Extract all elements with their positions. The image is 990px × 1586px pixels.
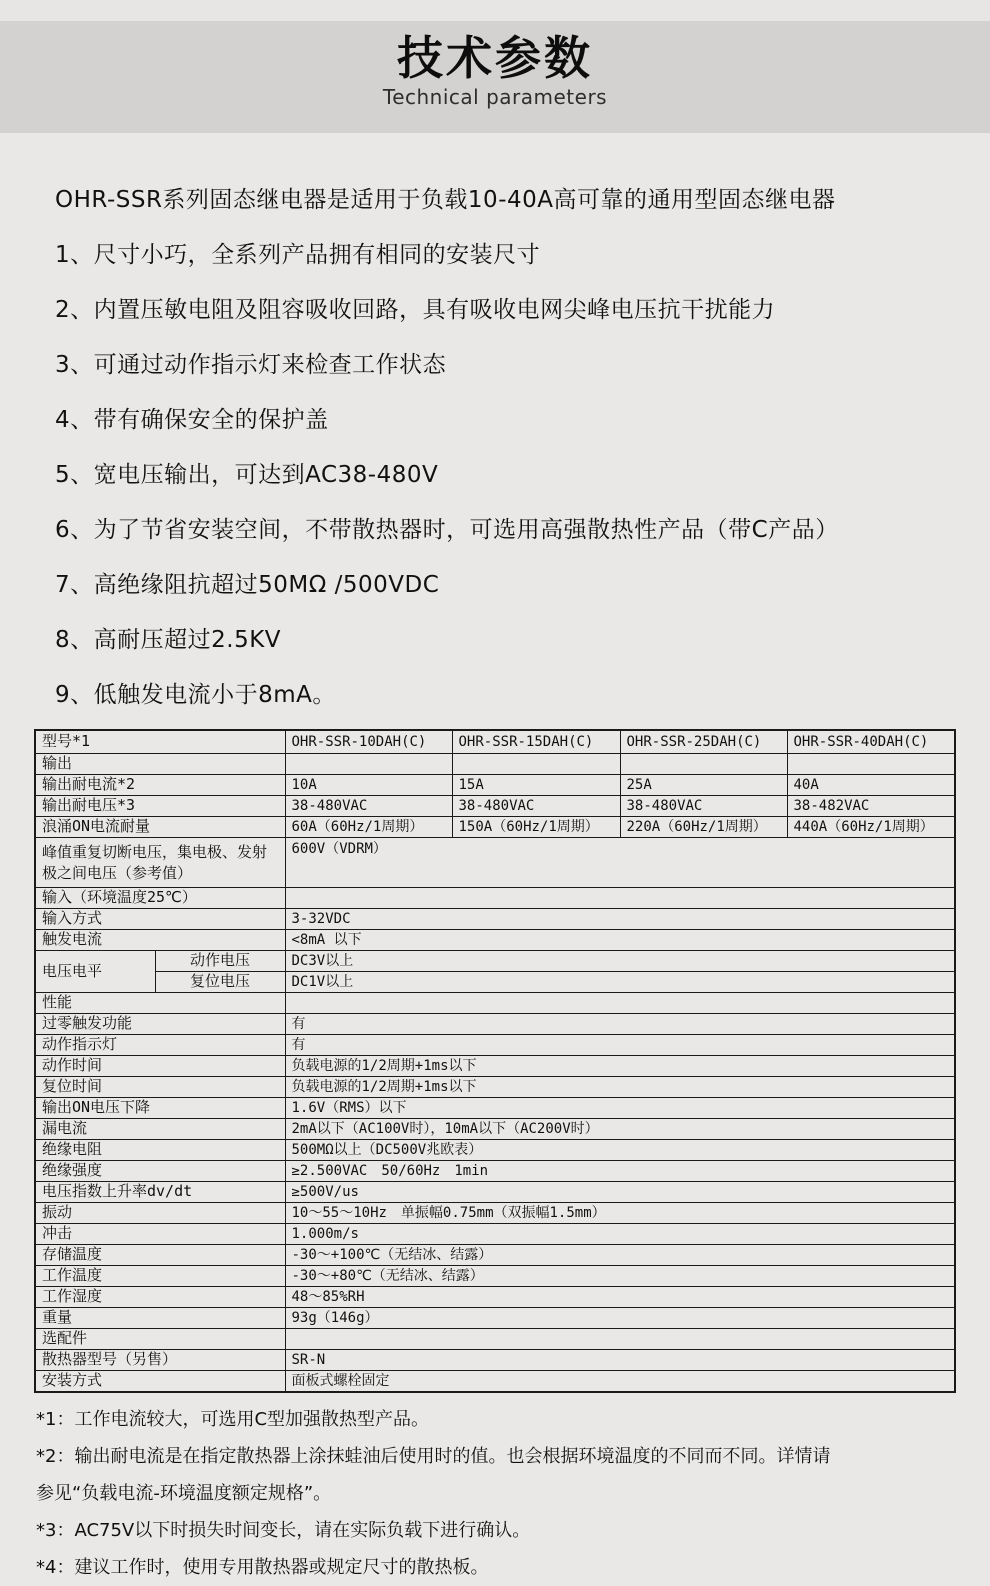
footnotes [0,1401,990,1586]
empty-cell [285,993,955,1014]
feature-list [55,228,935,723]
cell-value: 48～85%RH [285,1287,955,1308]
row-label: 动作时间 [35,1056,285,1077]
cell-value: 有 [285,1035,955,1056]
empty-cell [620,754,787,775]
cell-value: 150A（60Hz/1周期） [452,817,620,838]
cell-value: 220A（60Hz/1周期） [620,817,787,838]
cell-value: 1.000m/s [285,1224,955,1245]
section-label: 输入（环境温度25℃） [35,888,285,909]
cell-value: SR-N [285,1350,955,1371]
feature-item: 6、为了节省安装空间，不带散热器时，可选用高强散热性产品（带C产品） [55,517,839,543]
section-label: 选配件 [35,1329,285,1350]
row-label: 输出耐电流*2 [35,775,285,796]
feature-item: 1、尺寸小巧，全系列产品拥有相同的安装尺寸 [55,242,541,268]
footnote-line: *1：工作电流较大，可选用C型加强散热型产品。 [36,1409,430,1430]
cell-value: 15A [452,775,620,796]
feature-item: 7、高绝缘阻抗超过50MΩ /500VDC [55,572,440,598]
cell-value: 500MΩ以上（DC500V兆欧表） [285,1140,955,1161]
cell-value: 有 [285,1014,955,1035]
model-name: OHR-SSR-40DAH(C) [787,730,955,754]
row-label: 峰值重复切断电压，集电极、发射极之间电压（参考值） [35,838,285,888]
cell-value: 40A [787,775,955,796]
row-label: 漏电流 [35,1119,285,1140]
cell-value: 38-480VAC [620,796,787,817]
row-label: 振动 [35,1203,285,1224]
cell-value: <8mA 以下 [285,930,955,951]
footnote-line: *4：建议工作时，使用专用散热器或规定尺寸的散热板。 [36,1557,489,1578]
feature-item: 9、低触发电流小于8mA。 [55,682,336,708]
row-label: 存储温度 [35,1245,285,1266]
footnote-line: *2：输出耐电流是在指定散热器上涂抹蛙油后使用时的值。也会根据环境温度的不同而不同。详情请 [36,1446,831,1467]
empty-cell [285,754,452,775]
row-label: 输入方式 [35,909,285,930]
row-label: 绝缘电阻 [35,1140,285,1161]
row-label: 冲击 [35,1224,285,1245]
empty-cell [452,754,620,775]
row-label: 复位时间 [35,1077,285,1098]
cell-value: -30～+100℃（无结冰、结露） [285,1245,955,1266]
sub-row-label: 动作电压 [155,951,285,972]
empty-cell [285,888,955,909]
row-label: 触发电流 [35,930,285,951]
sub-row-label: 复位电压 [155,972,285,993]
cell-value: 38-480VAC [452,796,620,817]
row-label: 安装方式 [35,1371,285,1393]
model-name: OHR-SSR-25DAH(C) [620,730,787,754]
cell-value: ≥2.500VAC 50/60Hz 1min [285,1161,955,1182]
feature-item: 8、高耐压超过2.5KV [55,627,282,653]
row-label: 输出耐电压*3 [35,796,285,817]
section-label: 性能 [35,993,285,1014]
cell-value: 600V（VDRM） [285,838,955,888]
cell-value: 440A（60Hz/1周期） [787,817,955,838]
footnote-line: 参见“负载电流-环境温度额定规格”。 [36,1483,332,1504]
feature-item: 5、宽电压输出，可达到AC38-480V [55,462,439,488]
feature-item: 4、带有确保安全的保护盖 [55,407,329,433]
section-label: 输出 [35,754,285,775]
cell-value: ≥500V/us [285,1182,955,1203]
cell-value: 60A（60Hz/1周期） [285,817,452,838]
row-label: 工作湿度 [35,1287,285,1308]
cell-value: 25A [620,775,787,796]
row-label: 输出ON电压下降 [35,1098,285,1119]
row-label: 动作指示灯 [35,1035,285,1056]
cell-value: 1.6V（RMS）以下 [285,1098,955,1119]
cell-value: DC1V以上 [285,972,955,993]
cell-value: 负载电源的1/2周期+1ms以下 [285,1077,955,1098]
feature-item: 2、内置压敏电阻及阻容吸收回路，具有吸收电网尖峰电压抗干扰能力 [55,297,776,323]
intro-and-features [0,173,990,723]
model-name: OHR-SSR-10DAH(C) [285,730,452,754]
model-name: OHR-SSR-15DAH(C) [452,730,620,754]
cell-value: -30～+80℃（无结冰、结露） [285,1266,955,1287]
feature-item: 3、可通过动作指示灯来检查工作状态 [55,352,447,378]
row-label: 浪涌ON电流耐量 [35,817,285,838]
empty-cell [787,754,955,775]
cell-value: DC3V以上 [285,951,955,972]
cell-value: 负载电源的1/2周期+1ms以下 [285,1056,955,1077]
model-column-header: 型号*1 [35,730,285,754]
cell-value: 38-482VAC [787,796,955,817]
row-label: 重量 [35,1308,285,1329]
intro-text: OHR-SSR系列固态继电器是适用于负载10-40A高可靠的通用型固态继电器 [55,187,836,213]
cell-value: 3-32VDC [285,909,955,930]
empty-cell [285,1329,955,1350]
cell-value: 面板式螺栓固定 [285,1371,955,1393]
cell-value: 38-480VAC [285,796,452,817]
row-label: 过零触发功能 [35,1014,285,1035]
cell-value: 93g（146g） [285,1308,955,1329]
page-title: 技术参数 [397,31,593,85]
title-banner [0,21,990,133]
spec-table [34,729,956,1393]
row-label: 工作温度 [35,1266,285,1287]
top-strip [0,0,990,21]
footnote-line: *3：AC75V以下时损失时间变长，请在实际负载下进行确认。 [36,1520,531,1541]
row-label: 绝缘强度 [35,1161,285,1182]
row-label: 电压电平 [35,951,155,993]
cell-value: 10A [285,775,452,796]
page-subtitle: Technical parameters [382,84,608,109]
row-label: 散热器型号（另售） [35,1350,285,1371]
row-label: 电压指数上升率dv/dt [35,1182,285,1203]
cell-value: 2mA以下（AC100V时），10mA以下（AC200V时） [285,1119,955,1140]
cell-value: 10～55～10Hz 单振幅0.75mm（双振幅1.5mm） [285,1203,955,1224]
